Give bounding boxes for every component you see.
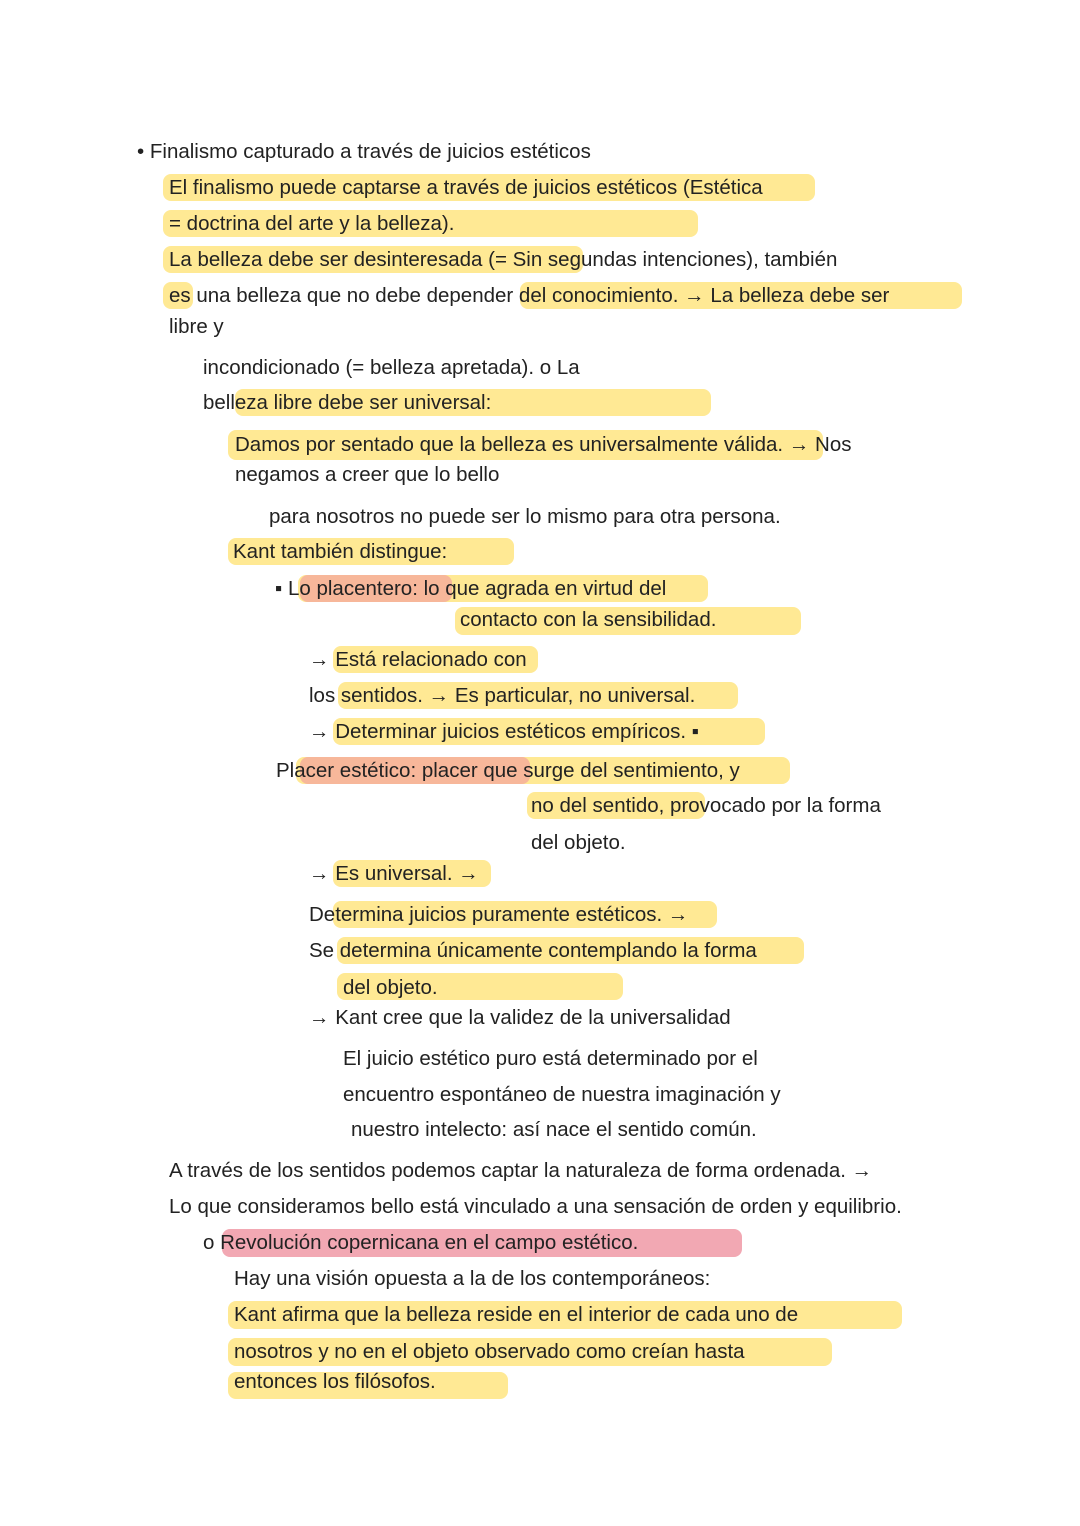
text-line: nuestro intelecto: así nace el sentido común. — [351, 1118, 757, 1141]
list-item: Placer estético: placer que surge del sentimiento, y — [276, 759, 740, 782]
text-line: los sentidos. → Es particular, no universal. — [309, 684, 696, 707]
text-line: El finalismo puede captarse a través de juicios estéticos (Estética — [169, 176, 763, 199]
list-item: ▪ Lo placentero: lo que agrada en virtud del — [275, 577, 667, 600]
text-line: Se determina únicamente contemplando la forma — [309, 939, 757, 962]
text-line: Kant afirma que la belleza reside en el interior de cada uno de — [234, 1303, 799, 1326]
text-line: del objeto. — [343, 976, 438, 999]
text-line: → Está relacionado con — [309, 648, 527, 671]
text-line: libre y — [169, 315, 224, 338]
section-heading: • Finalismo capturado a través de juicios estéticos — [137, 140, 591, 163]
text-line: Lo que consideramos bello está vinculado a una sensación de orden y equilibrio. — [169, 1195, 902, 1218]
text-line: contacto con la sensibilidad. — [460, 608, 717, 631]
text-line: incondicionado (= belleza apretada). o La — [203, 356, 580, 379]
text-line: El juicio estético puro está determinado por el — [343, 1047, 758, 1070]
text-line: para nosotros no puede ser lo mismo para otra persona. — [269, 505, 781, 528]
text-line: entonces los filósofos. — [234, 1370, 436, 1393]
text-line: Determina juicios puramente estéticos. → — [309, 903, 689, 926]
text-line: Damos por sentado que la belleza es universalmente válida. → Nos — [235, 433, 852, 456]
text-line: → Kant cree que la validez de la universalidad — [309, 1006, 731, 1029]
text-line: A través de los sentidos podemos captar la naturaleza de forma ordenada. → — [169, 1159, 873, 1182]
text-line: La belleza debe ser desinteresada (= Sin segundas intenciones), también — [169, 248, 838, 271]
text-line: belleza libre debe ser universal: — [203, 391, 492, 414]
text-line: Hay una visión opuesta a la de los contemporáneos: — [234, 1267, 711, 1290]
text-line: nosotros y no en el objeto observado como creían hasta — [234, 1340, 745, 1363]
text-line: es una belleza que no debe depender del conocimiento. → La belleza debe ser — [169, 284, 890, 307]
text-line: encuentro espontáneo de nuestra imaginación y — [343, 1083, 781, 1106]
list-item: o Revolución copernicana en el campo estético. — [203, 1231, 639, 1254]
text-line: negamos a creer que lo bello — [235, 463, 500, 486]
text-line: → Es universal. → — [309, 862, 479, 885]
text-line: del objeto. — [531, 831, 626, 854]
text-line: Kant también distingue: — [233, 540, 448, 563]
text-line: → Determinar juicios estéticos empíricos. ▪ — [309, 720, 700, 743]
text-line: no del sentido, provocado por la forma — [531, 794, 881, 817]
text-line: = doctrina del arte y la belleza). — [169, 212, 455, 235]
